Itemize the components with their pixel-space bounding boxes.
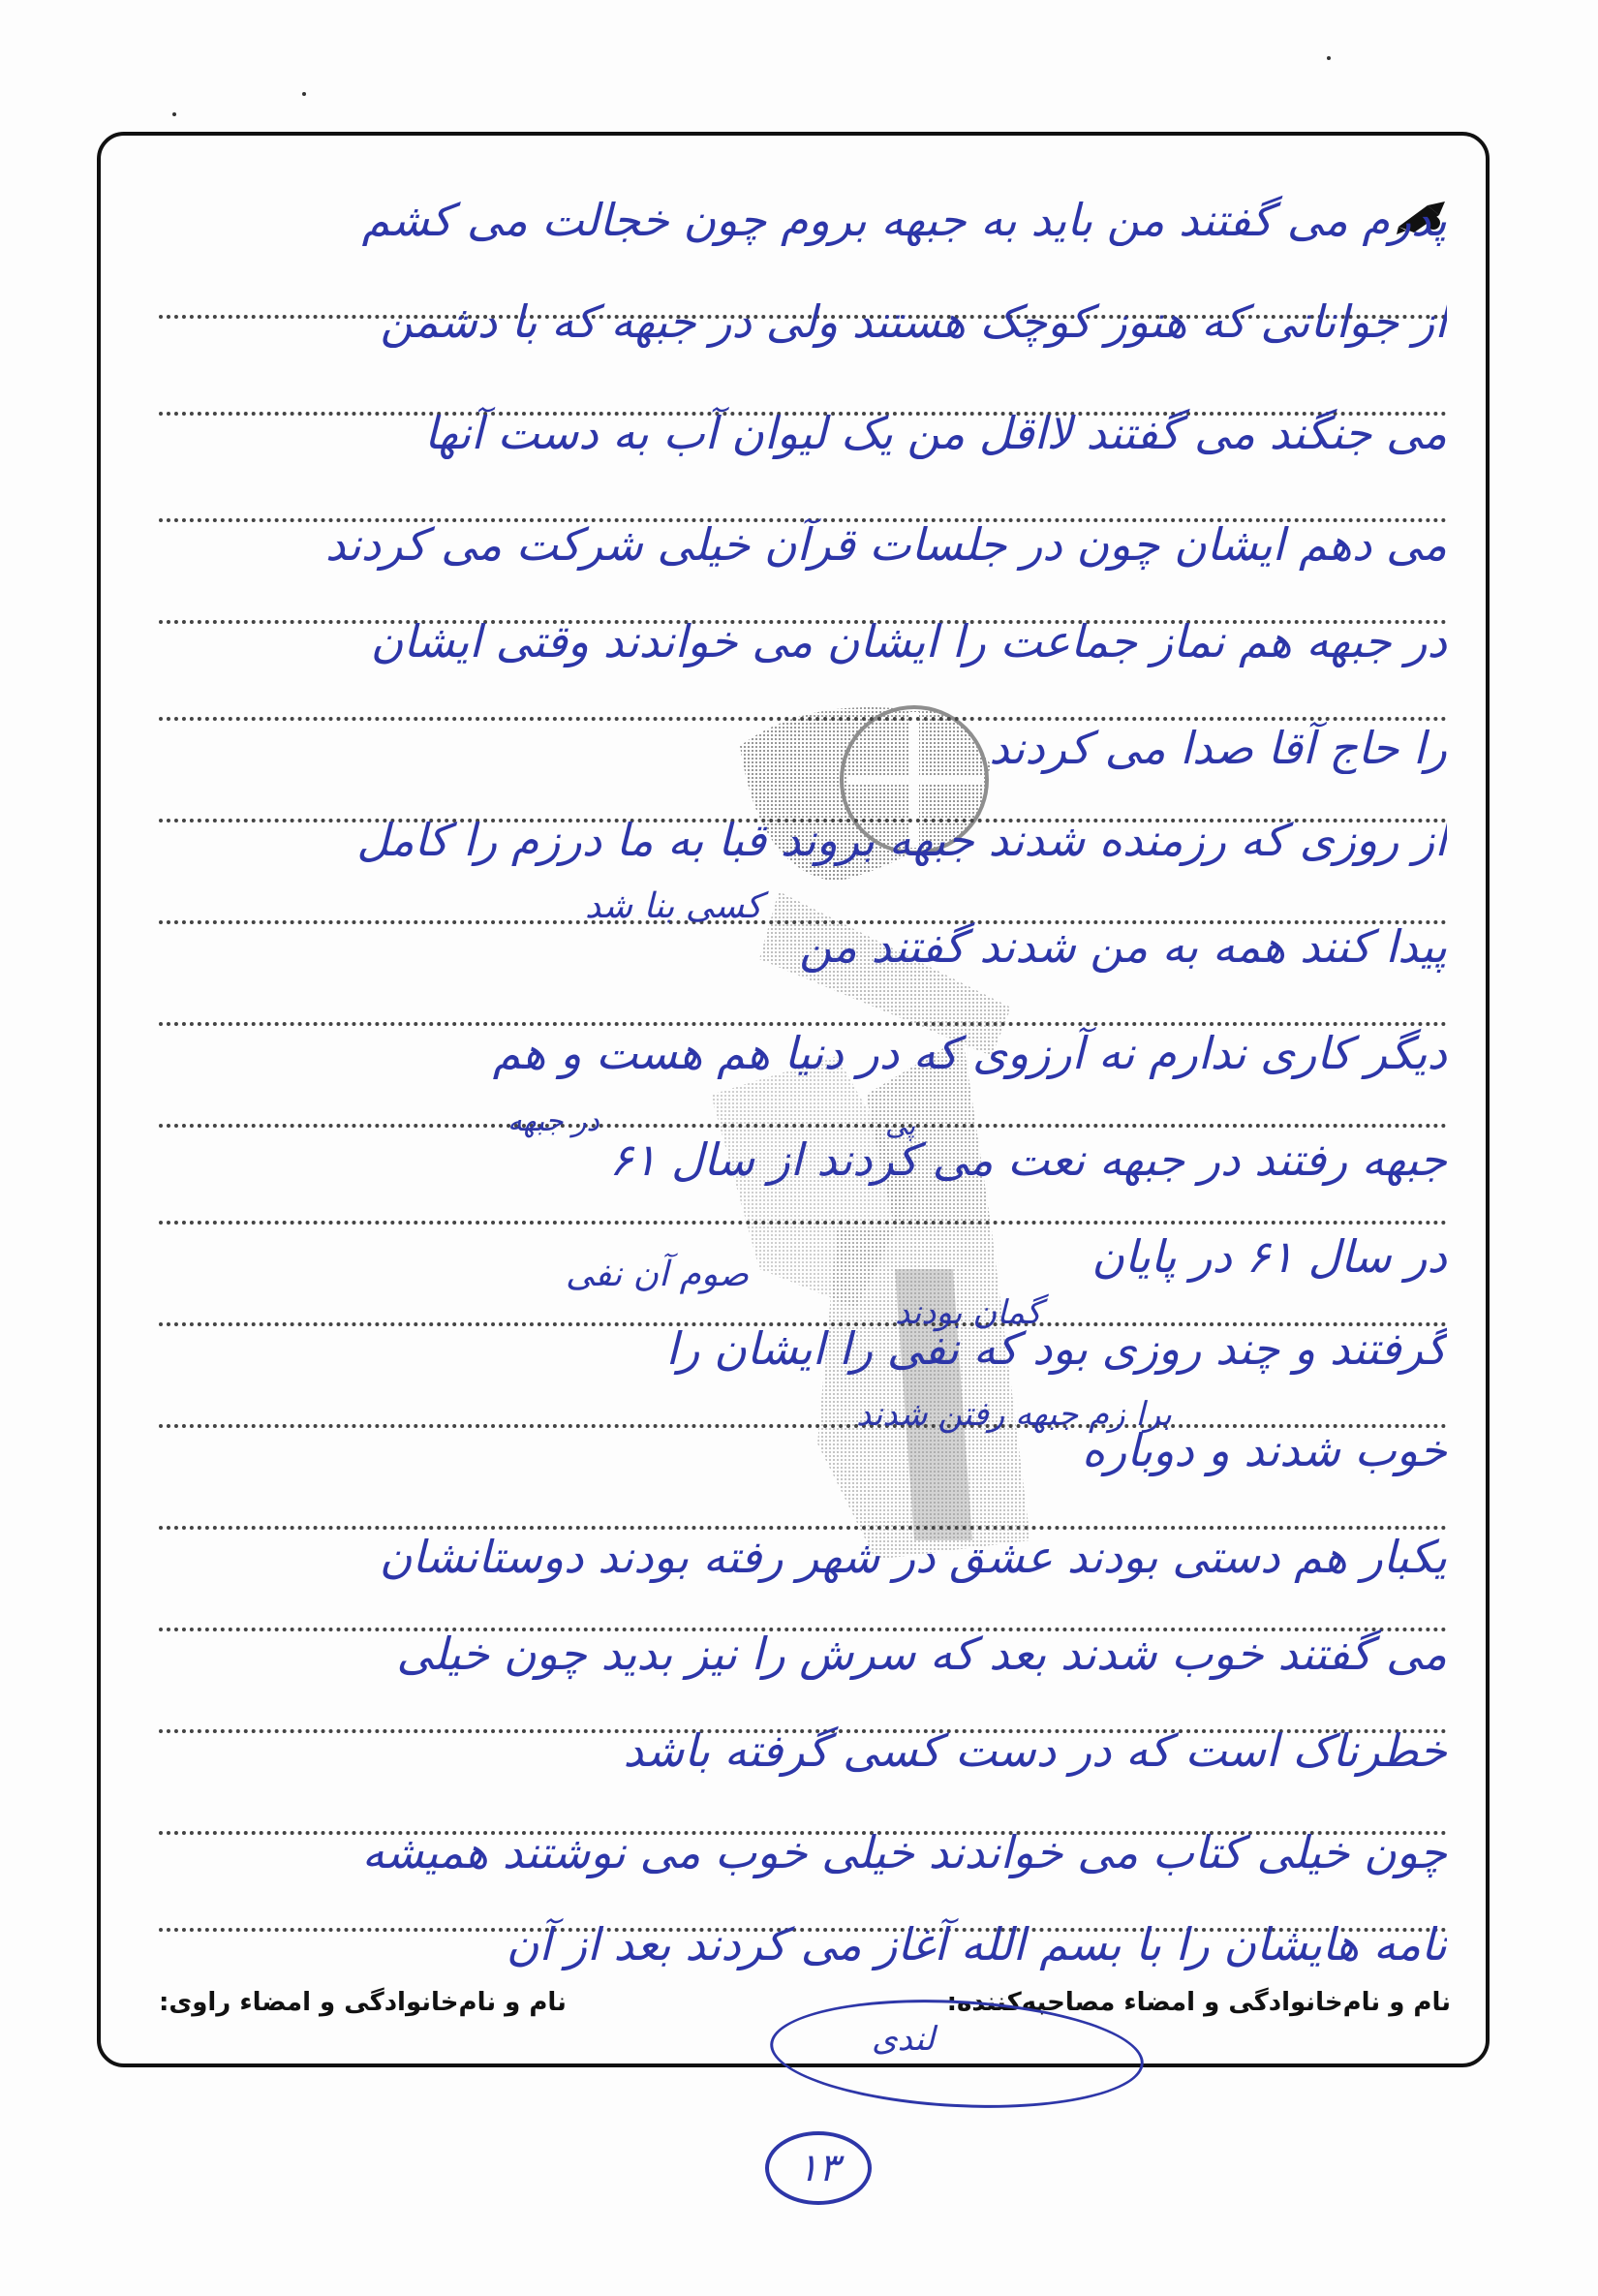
handwritten-line: پیدا کنند همه به من شدند گفتند من bbox=[799, 920, 1447, 973]
handwritten-line: دیگر کاری ندارم نه آرزوی که در دنیا هم هست و هم bbox=[492, 1027, 1447, 1079]
handwritten-line: خطرناک است که در دست کسی گرفته باشد bbox=[623, 1724, 1447, 1777]
signature: لندی bbox=[872, 2020, 936, 2059]
scan-speck bbox=[172, 112, 176, 116]
ruled-line bbox=[159, 1022, 1447, 1026]
handwritten-line: پدرم می گفتند من باید به جبهه بروم چون خجالت می کشم bbox=[361, 194, 1447, 246]
handwritten-line: چون خیلی کتاب می خواندند خیلی خوب می نوشتند همیشه bbox=[361, 1826, 1447, 1878]
handwritten-line: گرفتند و چند روزی بود که نفی را ایشان را bbox=[665, 1322, 1447, 1375]
scan-speck bbox=[1327, 56, 1331, 60]
margin-note: در جبهه bbox=[507, 1104, 599, 1138]
handwritten-line: در سال ۶۱ در پایان bbox=[1091, 1230, 1447, 1283]
handwritten-line: جبهه رفتند در جبهه نعت می کردند از سال ۶۱ bbox=[608, 1133, 1447, 1186]
margin-note: برا زم جبهه رفتن شدند bbox=[856, 1395, 1173, 1434]
page-number: ۱۳ bbox=[765, 2131, 872, 2205]
margin-note: کسی بنا شد bbox=[585, 886, 763, 926]
handwritten-line: از جوانانی که هنوز کوچک هستند ولی در جبهه که با دشمن bbox=[380, 295, 1447, 348]
ruled-line bbox=[159, 1124, 1447, 1128]
handwritten-line: خوب شدند و دوباره bbox=[1081, 1424, 1447, 1476]
narrator-label: نام و نام‌خانوادگی و امضاء راوی: bbox=[159, 1988, 567, 2017]
interviewer-label: نام و نام‌خانوادگی و امضاء مصاحبه‌کننده: bbox=[946, 1988, 1451, 2017]
margin-note: صوم آن نفی bbox=[566, 1255, 750, 1294]
handwritten-line: در جبهه هم نماز جماعت را ایشان می خواندند وقتی ایشان bbox=[370, 615, 1447, 667]
handwritten-line: نامه هایشان را با بسم الله آغاز می کردند بعد از آن bbox=[506, 1918, 1447, 1970]
ruled-line bbox=[159, 1526, 1447, 1530]
handwritten-line: را حاج آقا صدا می کردند bbox=[989, 722, 1447, 774]
scan-speck bbox=[302, 92, 306, 96]
margin-note: گمان بودند bbox=[895, 1293, 1042, 1332]
handwritten-line: می گفتند خوب شدند بعد که سرش را نیز بدید چون خیلی bbox=[396, 1628, 1447, 1680]
margin-note: پی bbox=[885, 1109, 916, 1141]
handwritten-line: می دهم ایشان چون در جلسات قرآن خیلی شرکت می کردند bbox=[324, 518, 1447, 571]
handwritten-line: یکبار هم دستی بودند عشق در شهر رفته بودند دوستانشان bbox=[379, 1531, 1447, 1583]
form-frame bbox=[97, 132, 1490, 2067]
ruled-line bbox=[159, 717, 1447, 721]
handwritten-line: از روزی که رزمنده شدند جبهه بروند قبا به ما درزم را کامل bbox=[356, 814, 1447, 866]
handwritten-line: می جنگند می گفتند لااقل من یک لیوان آب به دست آنها bbox=[424, 407, 1447, 459]
ruled-line bbox=[159, 1221, 1447, 1225]
